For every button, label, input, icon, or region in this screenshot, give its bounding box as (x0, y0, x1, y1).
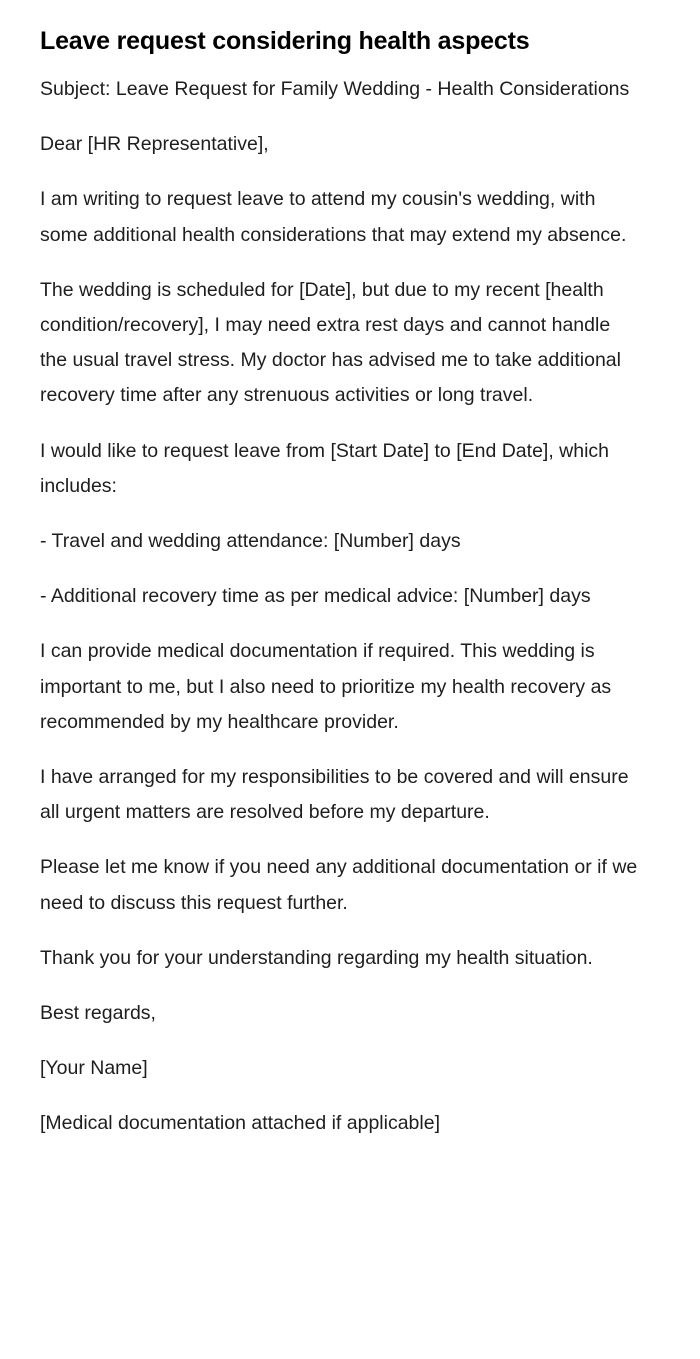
closing: Best regards, (40, 1002, 156, 1025)
health-details-paragraph: The wedding is scheduled for [Date], but due to my recent [health condition/recovery], I may need extra rest days and cannot handle the usual travel stress. My doctor has advised me to take additional recovery time after any strenuous activities or long travel. (40, 278, 621, 407)
salutation: Dear [HR Representative], (40, 133, 269, 156)
leave-dates-paragraph: I would like to request leave from [Start Date] to [End Date], which includes: (40, 439, 610, 497)
follow-up-paragraph: Please let me know if you need any additional documentation or if we need to discuss this request further. (40, 856, 638, 914)
document-title: Leave request considering health aspects (40, 27, 530, 55)
thanks-paragraph: Thank you for your understanding regarding my health situation. (40, 946, 593, 969)
attachment-note: [Medical documentation attached if applicable] (40, 1112, 440, 1135)
documentation-paragraph: I can provide medical documentation if required. This wedding is important to me, but I also need to prioritize my health recovery as recommended by my healthcare provider. (40, 640, 612, 733)
intro-paragraph: I am writing to request leave to attend my cousin's wedding, with some additional health considerations that may extend my absence. (40, 188, 627, 246)
list-item-recovery: - Additional recovery time as per medical advice: [Number] days (40, 585, 591, 608)
list-item-travel: - Travel and wedding attendance: [Number] days (40, 530, 461, 553)
signature-name: [Your Name] (40, 1057, 148, 1080)
responsibilities-paragraph: I have arranged for my responsibilities to be covered and will ensure all urgent matters are resolved before my departure. (40, 766, 629, 824)
subject-line: Subject: Leave Request for Family Wedding - Health Considerations (40, 78, 630, 100)
